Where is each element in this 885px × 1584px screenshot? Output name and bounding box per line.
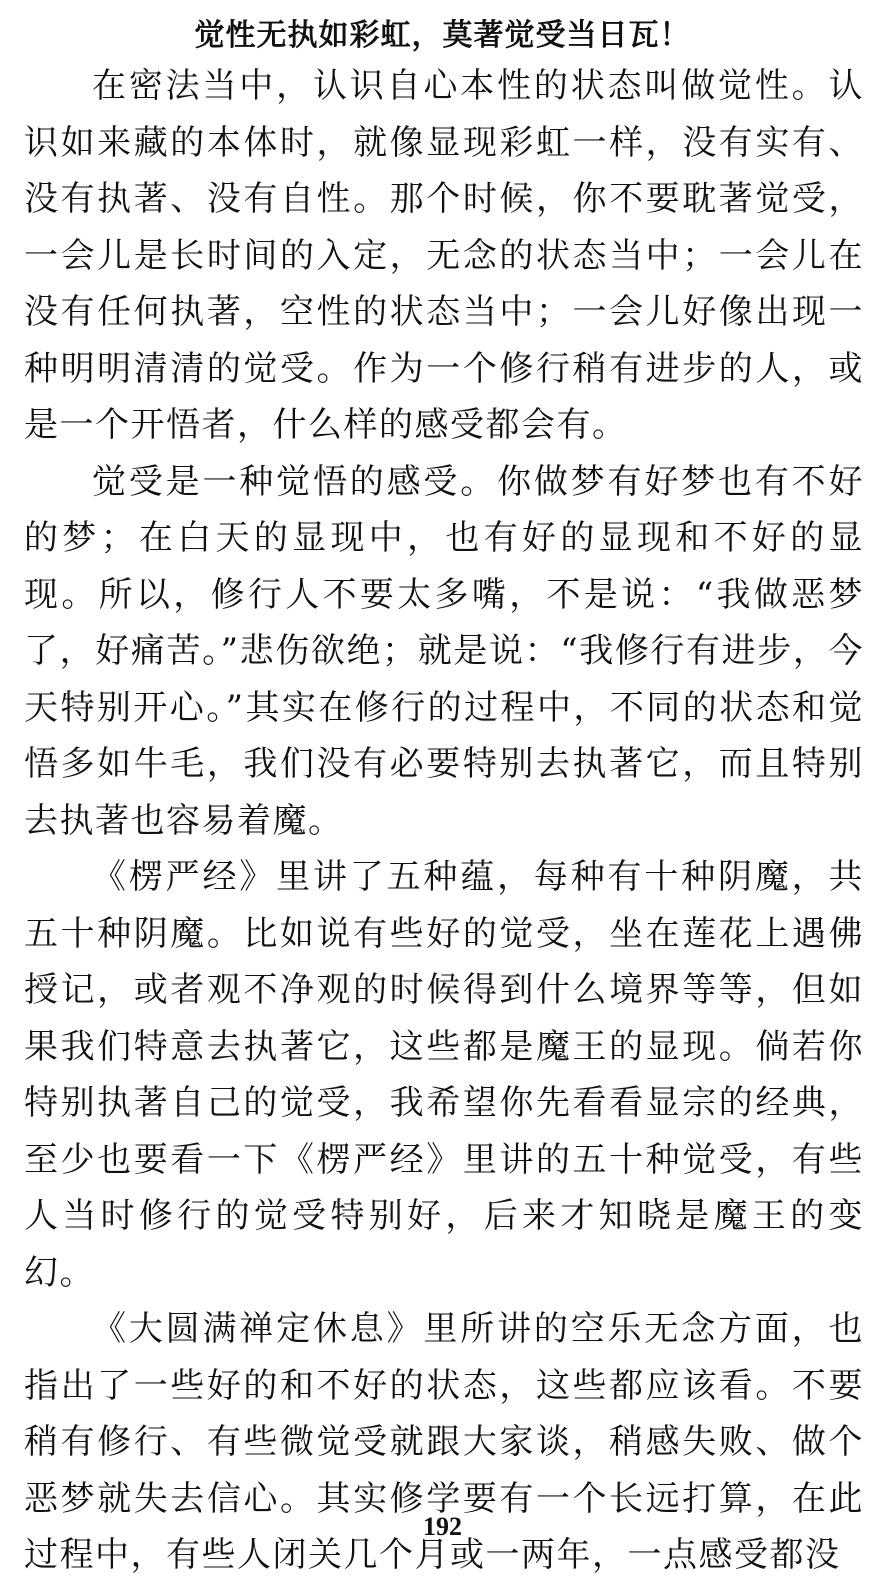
paragraph: 《楞严经》里讲了五种蕴，每种有十种阴魔，共五十种阴魔。比如说有些好的觉受，坐在莲花上遇佛授记，或者观不净观的时候得到什么境界等等，但如果我们特意去执著它，这些都是魔王的显现。倘若你特别执著自己的觉受，我希望你先看看显宗的经典，至少也要看一下《楞严经》里讲的五十种觉受，有些人当时修行的觉受特别好，后来才知晓是魔王的变幻。 xyxy=(24,857,864,1293)
paragraph: 觉受是一种觉悟的感受。你做梦有好梦也有不好的梦；在白天的显现中，也有好的显现和不好的显现。所以，修行人不要太多嘴，不是说：“我做恶梦了，好痛苦。”悲伤欲绝；就是说：“我修行有进步，今天特别开心。”其实在修行的过程中，不同的状态和觉悟多如牛毛，我们没有必要特别去执著它，而且特别去执著也容易着魔。 xyxy=(24,461,864,841)
section-title: 觉性无执如彩虹，莫著觉受当日瓦！ xyxy=(194,18,691,53)
paragraph: 在密法当中，认识自心本性的状态叫做觉性。认识如来藏的本体时，就像显现彩虹一样，没有实有、没有执著、没有自性。那个时候，你不要耽著觉受，一会儿是长时间的入定，无念的状态当中；一会儿在没有任何执著，空性的状态当中；一会儿好像出现一种明明清清的觉受。作为一个修行稍有进步的人，或是一个开悟者，什么样的感受都会有。 xyxy=(24,66,864,445)
page-number: 192 xyxy=(423,1512,462,1541)
paragraph: 《大圆满禅定休息》里所讲的空乐无念方面，也指出了一些好的和不好的状态，这些都应该看。不要稍有修行、有些微觉受就跟大家谈，稍感失败、做个恶梦就失去信心。其实修学要有一个长远打算，在此过程中，有些人闭关几个月或一两年，一点感受都没 xyxy=(24,1309,864,1575)
body-text xyxy=(24,58,864,1584)
